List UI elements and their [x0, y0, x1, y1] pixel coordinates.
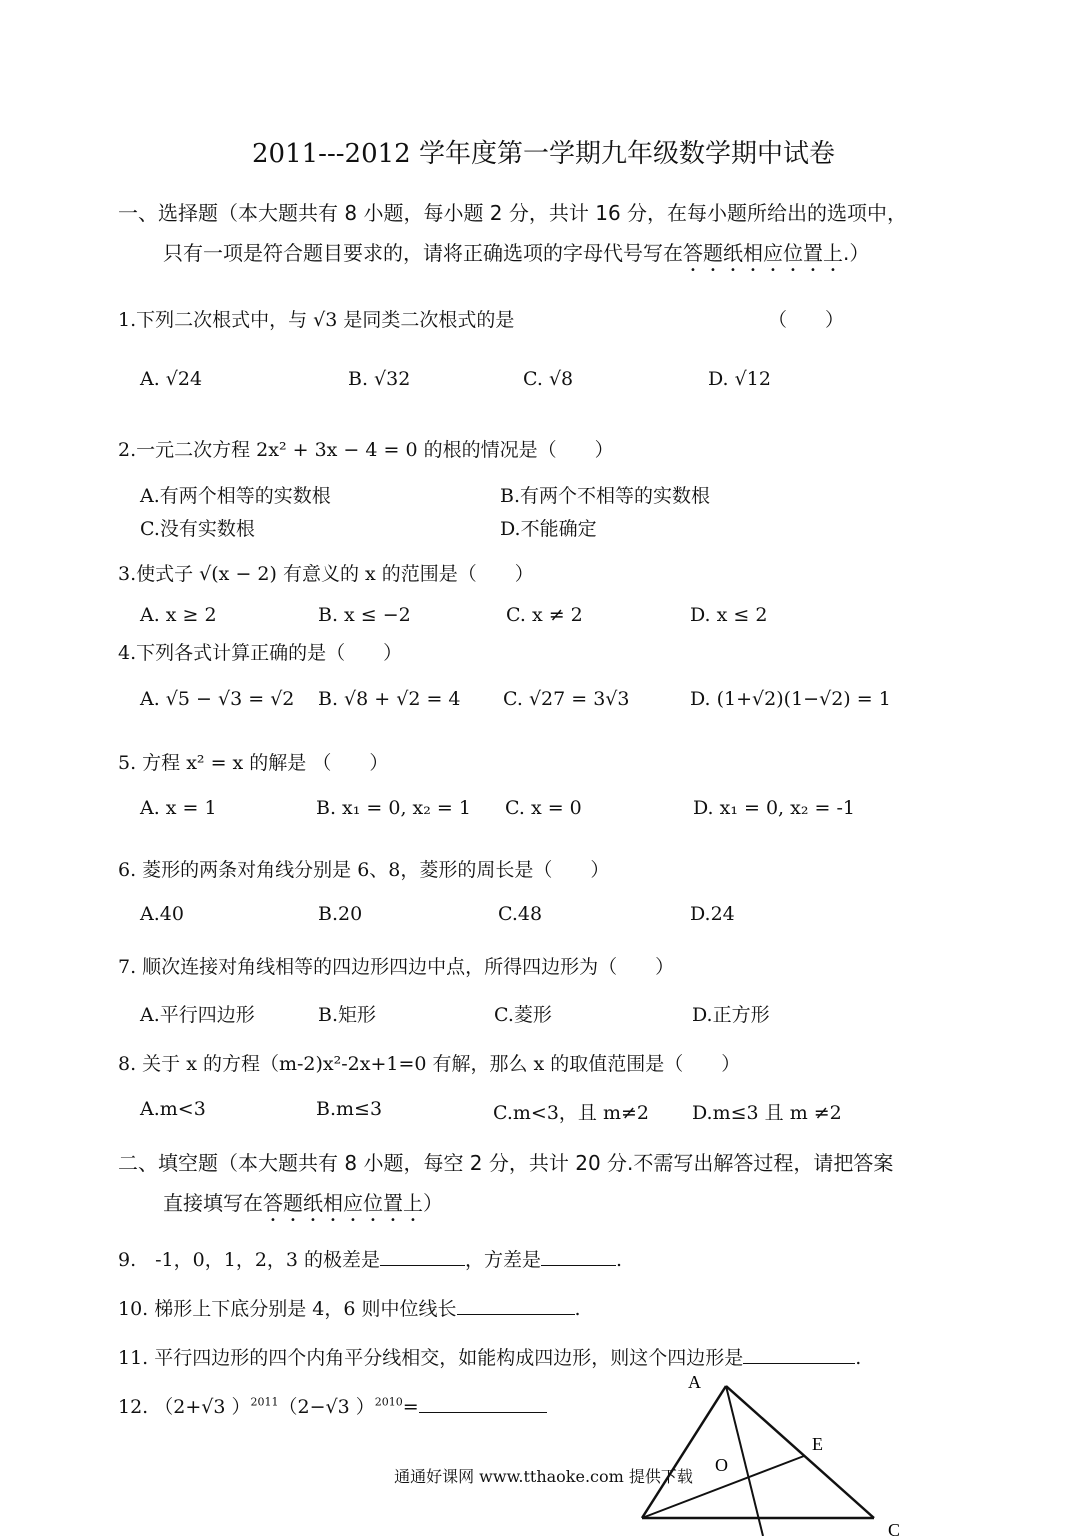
answer-blank	[457, 1296, 575, 1315]
answer-blank	[419, 1394, 547, 1413]
question-2-option-c: C.没有实数根	[140, 518, 255, 540]
question-12: 12. （2+√3 ）$^{2011}$（2−√3 ）$^{2010}$=	[118, 1392, 547, 1419]
question-6-option-b: B.20	[318, 903, 363, 925]
question-4-option-c: C. √27 = 3√3	[503, 688, 630, 710]
question-2-option-a: A.有两个相等的实数根	[140, 485, 331, 507]
question-4-stem: 4.下列各式计算正确的是（ ）	[118, 642, 403, 664]
question-1-option-b: B. √32	[348, 368, 411, 390]
label-a: A	[688, 1372, 701, 1392]
question-7-option-c: C.菱形	[494, 1004, 552, 1026]
label-e: E	[812, 1434, 823, 1454]
median-line	[726, 1386, 763, 1536]
label-o: O	[715, 1455, 728, 1475]
triangle-side-ac	[726, 1386, 874, 1518]
question-9: 9. -1，0，1，2，3 的极差是 ，方差是 .	[118, 1249, 623, 1271]
question-11: 11. 平行四边形的四个内角平分线相交，如能构成四边形，则这个四边形是 .	[118, 1347, 862, 1369]
question-5-option-c: C. x = 0	[505, 797, 582, 819]
question-5-option-b: B. x₁ = 0, x₂ = 1	[316, 797, 471, 819]
question-7-stem: 7. 顺次连接对角线相等的四边形四边中点，所得四边形为（ ）	[118, 956, 675, 978]
question-1-answer-paren: （ ）	[768, 309, 845, 331]
label-c: C	[888, 1520, 901, 1536]
question-7-option-d: D.正方形	[692, 1004, 770, 1026]
question-3-option-a: A. x ≥ 2	[140, 604, 217, 626]
section2-heading: 二、填空题（本大题共有 8 小题，每空 2 分，共计 20 分.不需写出解答过程，请把答案	[118, 1151, 894, 1175]
question-10: 10. 梯形上下底分别是 4，6 则中位线长 .	[118, 1298, 581, 1320]
question-5-option-d: D. x₁ = 0, x₂ = -1	[693, 797, 855, 819]
question-3-stem: 3.使式子 √(x − 2) 有意义的 x 的范围是（ ）	[118, 563, 534, 585]
question-3-option-d: D. x ≤ 2	[690, 604, 768, 626]
question-8-option-a: A.m<3	[140, 1098, 206, 1120]
triangle-side-ab	[642, 1386, 726, 1518]
question-3-option-b: B. x ≤ −2	[318, 604, 411, 626]
question-6-option-c: C.48	[498, 903, 543, 925]
question-7-option-a: A.平行四边形	[140, 1004, 255, 1026]
section2-heading-line2: 直接填写在答题纸相应位置上）	[163, 1191, 443, 1215]
page-title: 2011---2012 学年度第一学期九年级数学期中试卷	[252, 139, 835, 169]
question-8-option-b: B.m≤3	[316, 1098, 383, 1120]
answer-blank	[743, 1345, 855, 1364]
question-4-option-d: D. (1+√2)(1−√2) = 1	[690, 688, 891, 710]
question-1-option-d: D. √12	[708, 368, 771, 390]
question-6-stem: 6. 菱形的两条对角线分别是 6、8，菱形的周长是（ ）	[118, 859, 610, 881]
question-6-option-d: D.24	[690, 903, 735, 925]
question-4-option-a: A. √5 − √3 = √2	[140, 688, 295, 710]
question-8-option-d: D.m≤3 且 m ≠2	[692, 1102, 842, 1124]
question-2-stem: 2.一元二次方程 2x² + 3x − 4 = 0 的根的情况是（ ）	[118, 439, 614, 461]
question-8-stem: 8. 关于 x 的方程（m-2)x²-2x+1=0 有解，那么 x 的取值范围是（ ）	[118, 1053, 741, 1075]
question-4-option-b: B. √8 + √2 = 4	[318, 688, 461, 710]
question-8-option-c: C.m<3，且 m≠2	[493, 1102, 649, 1124]
question-1-option-a: A. √24	[140, 368, 203, 390]
question-3-option-c: C. x ≠ 2	[506, 604, 583, 626]
question-5-stem: 5. 方程 x² = x 的解是 （ ）	[118, 752, 389, 774]
section1-heading-line2: 只有一项是符合题目要求的，请将正确选项的字母代号写在答题纸相应位置上.）	[163, 241, 870, 265]
question-5-option-a: A. x = 1	[140, 797, 217, 819]
question-7-option-b: B.矩形	[318, 1004, 377, 1026]
answer-blank	[541, 1247, 616, 1266]
question-1-stem: 1.下列二次根式中，与 √3 是同类二次根式的是	[118, 309, 515, 331]
section1-heading: 一、选择题（本大题共有 8 小题，每小题 2 分，共计 16 分，在每小题所给出的选项中，	[118, 201, 908, 225]
question-1-option-c: C. √8	[523, 368, 574, 390]
footer-watermark: 通通好课网 www.tthaoke.com 提供下载	[394, 1467, 693, 1486]
triangle-figure	[630, 1368, 910, 1536]
question-2-option-d: D.不能确定	[500, 518, 597, 540]
question-2-option-b: B.有两个不相等的实数根	[500, 485, 711, 507]
question-6-option-a: A.40	[140, 903, 184, 925]
answer-blank	[380, 1247, 465, 1266]
